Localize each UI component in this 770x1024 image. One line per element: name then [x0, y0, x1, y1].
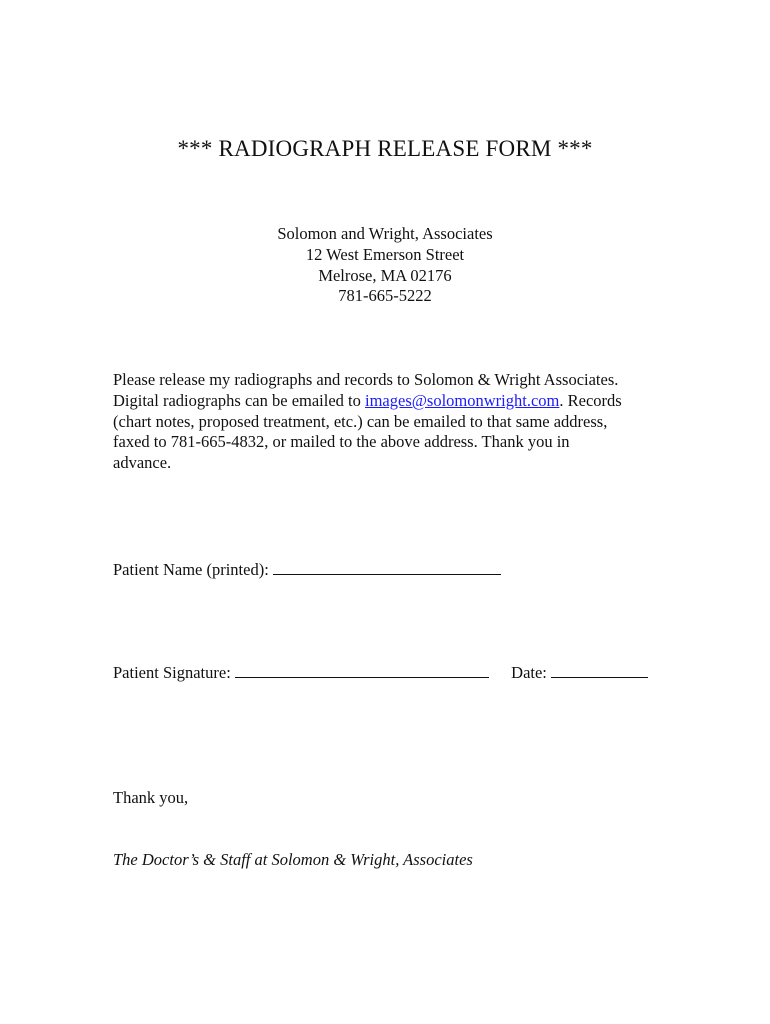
- date-blank[interactable]: [551, 662, 648, 678]
- patient-signature-label: Patient Signature:: [113, 663, 231, 682]
- thank-you-text: Thank you,: [113, 788, 189, 807]
- patient-name-blank[interactable]: [273, 559, 501, 575]
- paragraph-line-2: [113, 391, 673, 412]
- paragraph-line-2-start: Digital radiographs can be emailed to: [113, 390, 365, 410]
- signoff-text: The Doctor’s & Staff at Solomon & Wright, Associates: [113, 850, 473, 869]
- paragraph-line-3: (chart notes, proposed treatment, etc.) can be emailed to that same address,: [113, 411, 608, 431]
- patient-name-label: Patient Name (printed):: [113, 560, 269, 579]
- paragraph-line-5: advance.: [113, 453, 172, 473]
- patient-signature-row: [113, 662, 648, 683]
- practice-phone: 781-665-5222: [338, 286, 432, 306]
- paragraph-line-1: Please release my radiographs and records to Solomon & Wright Associates.: [113, 370, 619, 389]
- practice-city: Melrose, MA 02176: [318, 265, 452, 285]
- paragraph-line-4: faxed to 781-665-4832, or mailed to the above address. Thank you in: [113, 432, 570, 452]
- email-link[interactable]: images@solomonwright.com: [365, 390, 560, 410]
- practice-street: 12 West Emerson Street: [305, 244, 465, 264]
- patient-name-row: [113, 559, 501, 580]
- patient-signature-blank[interactable]: [235, 662, 489, 678]
- date-label: Date:: [511, 663, 547, 682]
- release-paragraph: [113, 370, 673, 474]
- form-title: *** RADIOGRAPH RELEASE FORM ***: [177, 136, 593, 161]
- paragraph-line-2-end: . Records: [559, 390, 622, 410]
- practice-name: Solomon and Wright, Associates: [277, 224, 493, 243]
- practice-address: [0, 224, 770, 307]
